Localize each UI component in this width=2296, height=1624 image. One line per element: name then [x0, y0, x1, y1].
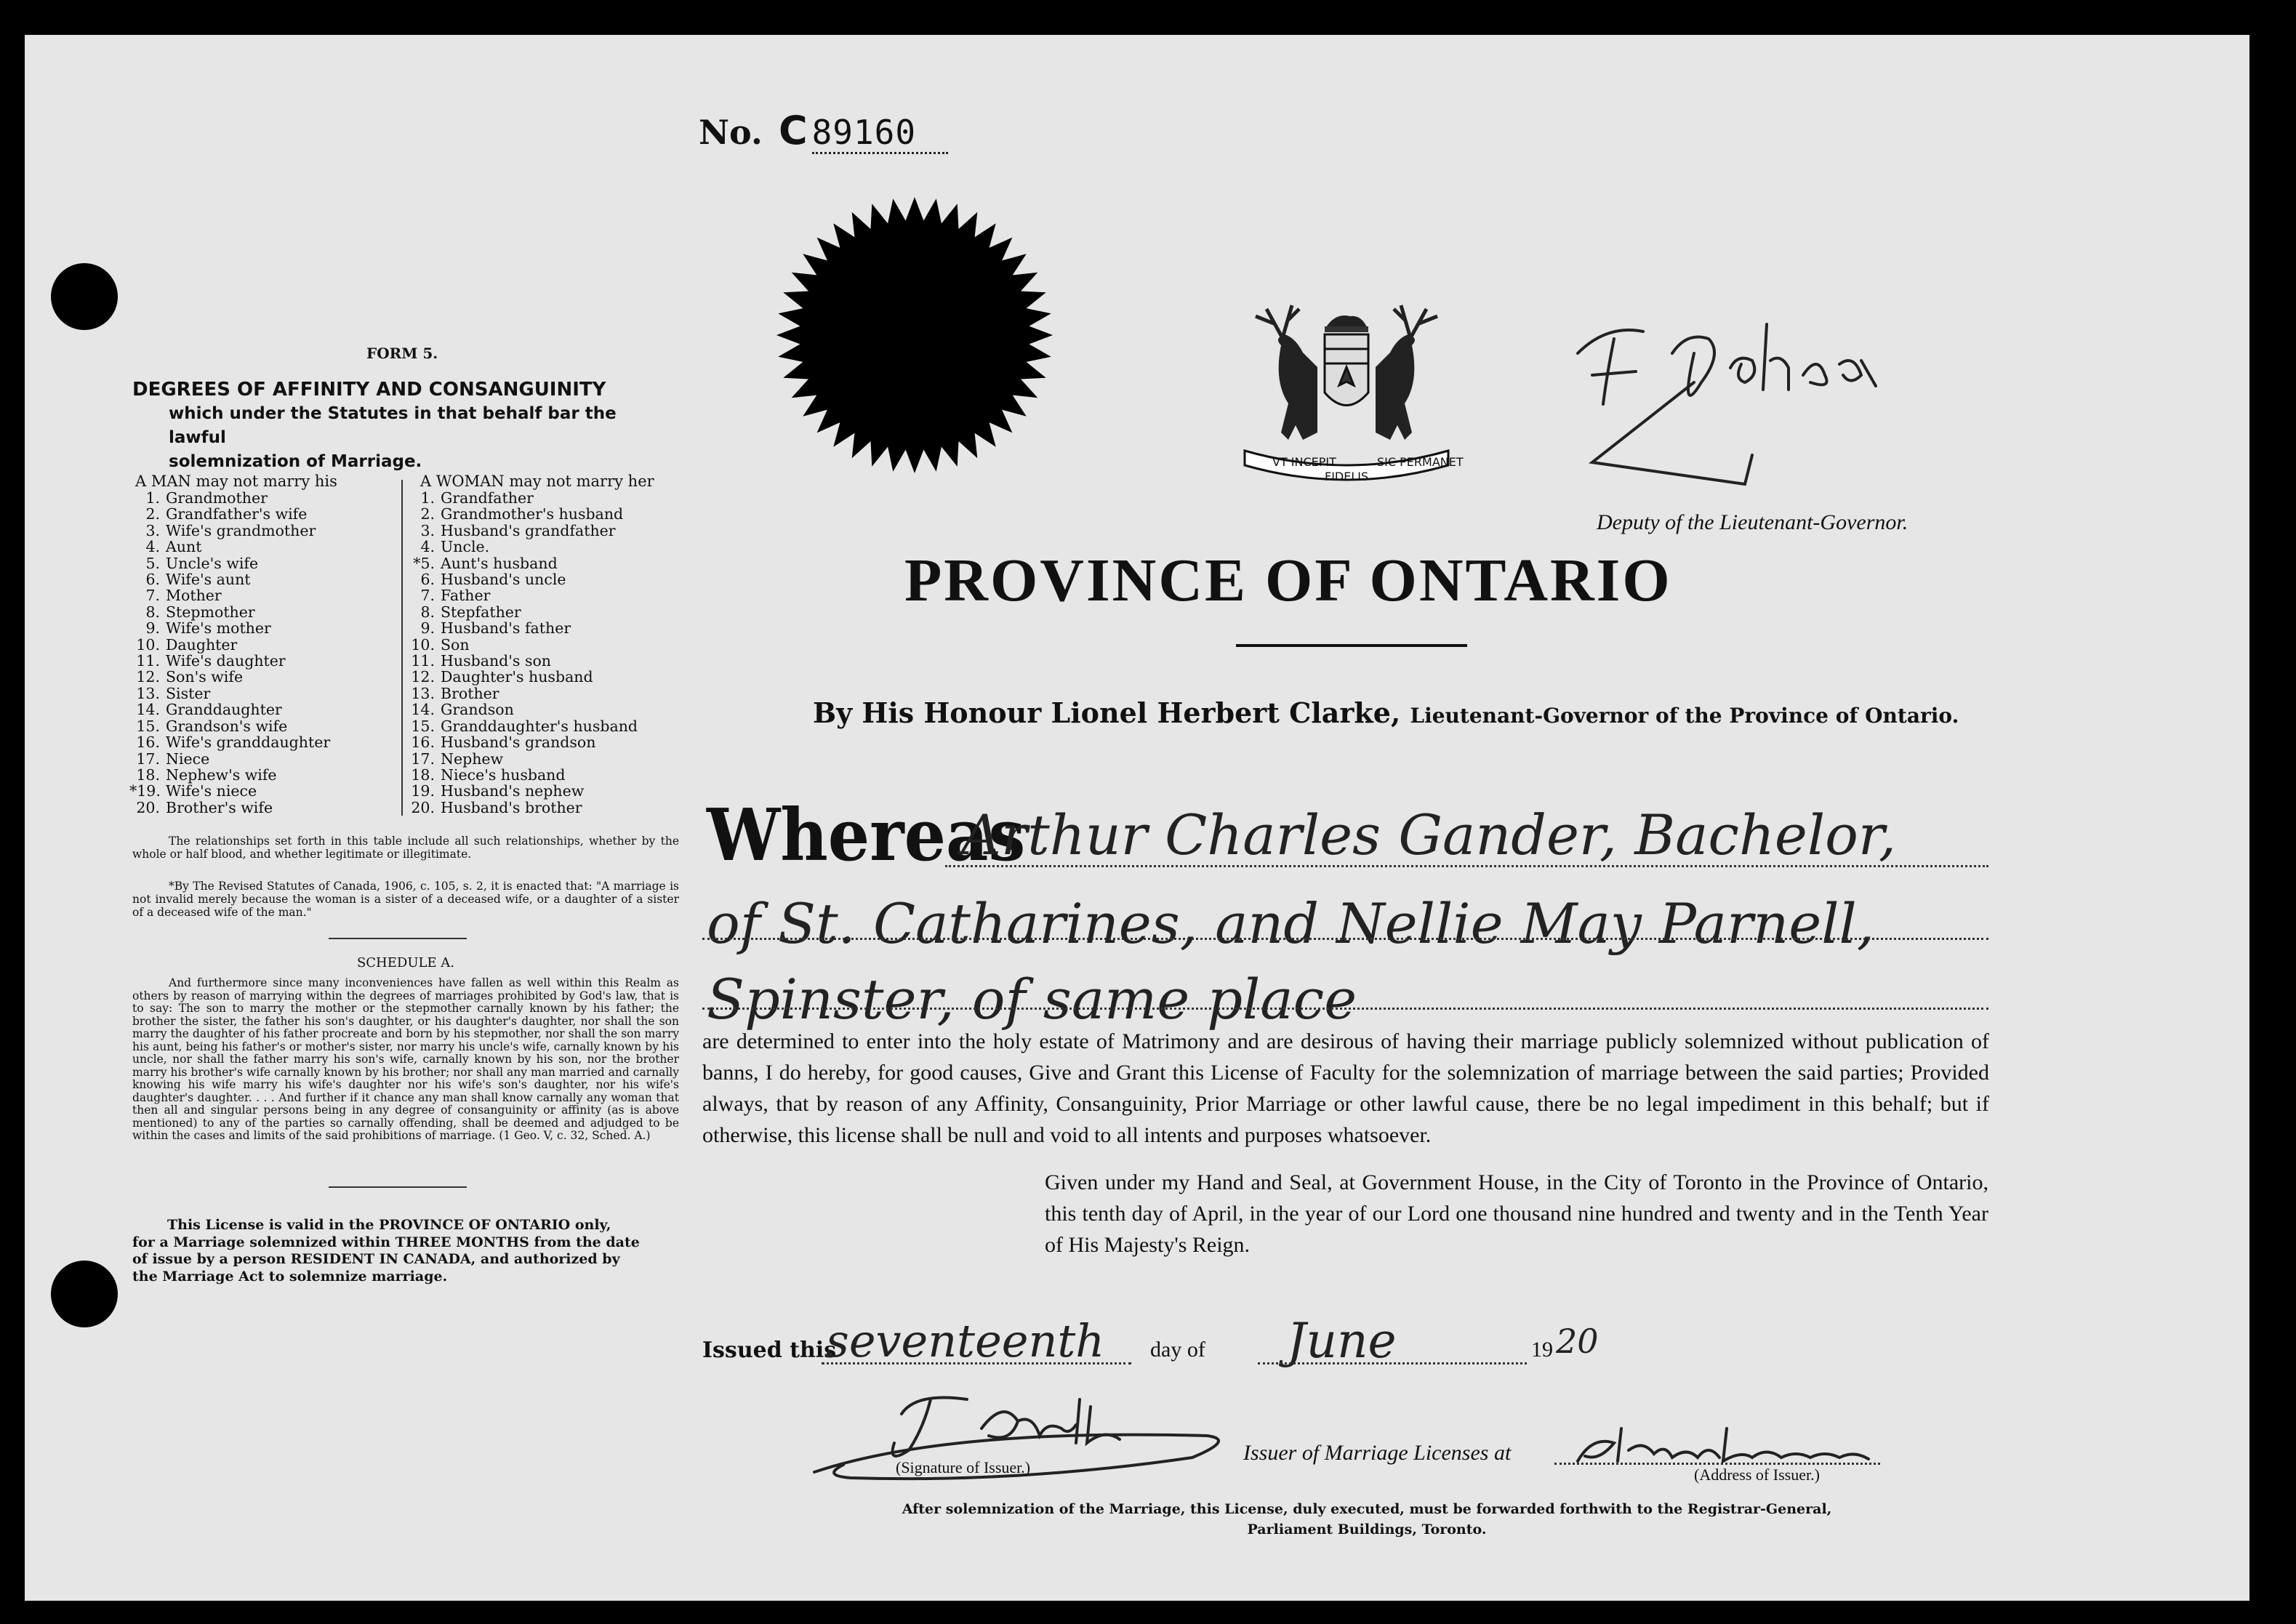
woman-item-number: 17.	[411, 749, 435, 768]
man-item-number: 8.	[145, 603, 160, 621]
woman-item-number: 1.	[420, 489, 435, 507]
woman-item-number: 3.	[420, 521, 435, 539]
man-item-number: *19.	[129, 782, 161, 800]
validity-line-3: of issue by a person RESIDENT IN CANADA, and authorized by	[132, 1251, 620, 1267]
man-item-text: Son's wife	[166, 668, 244, 686]
woman-item-number: 18.	[411, 765, 435, 784]
title-rule	[1236, 644, 1467, 647]
man-item	[129, 506, 398, 522]
issuer-signature	[800, 1385, 1236, 1494]
man-item-number: 13.	[136, 684, 160, 702]
woman-item-text: Son	[441, 635, 470, 654]
form-label: FORM 5.	[366, 345, 438, 362]
man-item	[129, 523, 398, 539]
man-item	[129, 751, 398, 767]
province-title: PROVINCE OF ONTARIO	[904, 547, 1672, 614]
whereas-dotline-3	[702, 1008, 1988, 1010]
license-number-label: No.	[699, 113, 763, 152]
man-list-header: A MAN may not marry his	[135, 473, 337, 490]
woman-item-text: Nephew	[441, 749, 504, 768]
woman-item-number: 15.	[411, 717, 435, 735]
handwritten-line-2: of St. Catharines, and Nellie May Parnell,	[707, 891, 1874, 956]
license-number	[699, 108, 948, 153]
woman-item	[404, 523, 681, 539]
man-item-text: Grandson's wife	[166, 717, 288, 735]
woman-item-number: 12.	[411, 668, 435, 686]
deputy-signature	[1563, 310, 1999, 535]
man-item-number: 12.	[136, 668, 160, 686]
woman-item	[404, 686, 681, 702]
woman-item-text: Husband's brother	[441, 798, 582, 816]
woman-item-number: 20.	[411, 798, 435, 816]
woman-item	[404, 751, 681, 767]
year-prefix: 19	[1531, 1338, 1553, 1362]
man-item-number: 9.	[145, 619, 160, 638]
man-item	[129, 653, 398, 669]
seal-icon	[773, 195, 1056, 475]
woman-item-text: Niece's husband	[441, 765, 566, 784]
footer-instructions	[749, 1499, 1985, 1540]
man-item-number: 20.	[136, 798, 160, 816]
man-item-number: 2.	[145, 505, 160, 523]
woman-item-number: 16.	[411, 733, 435, 752]
man-item	[129, 539, 398, 555]
woman-item-number: 6.	[420, 571, 435, 589]
woman-item	[404, 800, 681, 816]
woman-item	[404, 653, 681, 669]
license-number-prefix: C	[778, 108, 808, 153]
man-item	[129, 555, 398, 571]
statute-note: *By The Revised Statutes of Canada, 1906, c. 105, s. 2, it is enacted that: "A marriage is not invalid merely because the woman is a sister of a deceased wife, or a daughter of a sister of a deceased wife of the man."	[132, 880, 679, 919]
woman-item	[404, 555, 681, 571]
honour-line	[813, 696, 1959, 729]
man-item-number: 14.	[136, 701, 160, 719]
man-list	[129, 490, 398, 816]
woman-item	[404, 702, 681, 717]
woman-item	[404, 767, 681, 783]
man-item-text: Nephew's wife	[166, 765, 277, 784]
woman-list	[404, 490, 681, 816]
license-number-value: 89160	[812, 113, 948, 154]
motto-right: SIC PERMANET	[1377, 455, 1464, 469]
validity-line-4: the Marriage Act to solemnize marriage.	[132, 1268, 448, 1285]
man-item-number: 1.	[145, 489, 160, 507]
man-item-text: Wife's niece	[166, 782, 257, 800]
validity-line-1: This License is valid in the PROVINCE OF ONTARIO only,	[167, 1217, 611, 1233]
woman-item-number: 13.	[411, 684, 435, 702]
left-rule-1	[329, 938, 467, 939]
woman-item-text: Husband's father	[441, 619, 571, 638]
issued-label: Issued this	[702, 1338, 837, 1363]
woman-item-text: Stepfather	[441, 603, 521, 621]
woman-item-text: Husband's nephew	[441, 782, 585, 800]
woman-item-text: Husband's son	[441, 652, 552, 670]
validity-notice	[132, 1217, 679, 1285]
woman-item-text: Grandson	[441, 701, 514, 719]
man-item-text: Wife's daughter	[166, 652, 286, 670]
woman-item-text: Grandfather	[441, 489, 534, 507]
man-item-text: Wife's mother	[166, 619, 271, 638]
man-item	[129, 783, 398, 799]
footer-line-2: Parliament Buildings, Toronto.	[1247, 1522, 1487, 1537]
woman-item	[404, 620, 681, 636]
issued-day-dotline	[822, 1362, 1131, 1364]
whereas-dotline-2	[702, 938, 1988, 940]
man-item-text: Grandfather's wife	[166, 505, 308, 523]
man-item	[129, 669, 398, 685]
address-dotline	[1554, 1463, 1880, 1465]
man-item-number: 15.	[136, 717, 160, 735]
man-item-text: Wife's granddaughter	[166, 733, 331, 752]
man-item-number: 3.	[145, 521, 160, 539]
man-item	[129, 587, 398, 603]
degrees-heading-line-3: solemnization of Marriage.	[169, 452, 422, 471]
issuer-label: Issuer of Marriage Licenses at	[1243, 1441, 1512, 1465]
schedule-title: SCHEDULE A.	[356, 955, 455, 970]
woman-item-number: *5.	[413, 554, 435, 572]
woman-item-number: 10.	[411, 635, 435, 654]
man-item-text: Wife's grandmother	[166, 521, 316, 539]
man-item-number: 10.	[136, 635, 160, 654]
list-divider	[401, 480, 403, 816]
issued-month: June	[1287, 1313, 1397, 1369]
man-item-text: Brother's wife	[166, 798, 273, 816]
degrees-heading	[132, 378, 679, 474]
man-item	[129, 686, 398, 702]
man-item	[129, 571, 398, 587]
motto-left: VT INCEPIT	[1272, 455, 1336, 469]
degrees-heading-line-1: DEGREES OF AFFINITY AND CONSANGUINITY	[132, 379, 606, 401]
motto-center: FIDELIS	[1325, 470, 1369, 483]
man-item-text: Aunt	[166, 538, 202, 556]
woman-item-text: Husband's uncle	[441, 571, 566, 589]
woman-item-text: Husband's grandfather	[441, 521, 616, 539]
footer-line-1: After solemnization of the Marriage, this License, duly executed, must be forwarded forthwith to the Registrar-General,	[902, 1501, 1832, 1517]
coat-of-arms-icon	[1216, 294, 1477, 491]
woman-list-header: A WOMAN may not marry her	[420, 473, 654, 490]
woman-item	[404, 637, 681, 653]
degrees-heading-line-2: which under the Statutes in that behalf bar the lawful	[169, 404, 617, 447]
woman-item	[404, 539, 681, 555]
woman-item-text: Uncle.	[441, 538, 490, 556]
woman-item	[404, 604, 681, 620]
woman-item-text: Granddaughter's husband	[441, 717, 638, 735]
man-item-number: 4.	[145, 538, 160, 556]
man-item	[129, 604, 398, 620]
whereas-label: Whereas	[707, 794, 1026, 877]
man-item	[129, 734, 398, 750]
whereas-dotline-1	[945, 865, 1988, 867]
punch-hole-bottom	[51, 1261, 118, 1327]
man-item-text: Stepmother	[166, 603, 255, 621]
woman-item	[404, 734, 681, 750]
woman-item	[404, 783, 681, 799]
man-item	[129, 702, 398, 717]
issued-line	[702, 1338, 836, 1363]
man-item	[129, 637, 398, 653]
issued-day: seventeenth	[826, 1314, 1105, 1367]
woman-item-number: 2.	[420, 505, 435, 523]
man-item-text: Uncle's wife	[166, 554, 259, 572]
woman-item-number: 19.	[411, 782, 435, 800]
honour-name: By His Honour Lionel Herbert Clarke,	[813, 696, 1401, 729]
woman-item-number: 4.	[420, 538, 435, 556]
woman-item-number: 9.	[420, 619, 435, 638]
man-item-number: 18.	[136, 765, 160, 784]
deputy-title: Deputy of the Lieutenant-Governor.	[1597, 510, 1908, 534]
man-item-text: Niece	[166, 749, 210, 768]
woman-item-text: Grandmother's husband	[441, 505, 624, 523]
man-item-number: 7.	[145, 587, 160, 605]
relationships-note: The relationships set forth in this table include all such relationships, whether by the whole or half blood, and whether legitimate or illegitimate.	[132, 835, 679, 861]
woman-item-text: Husband's grandson	[441, 733, 596, 752]
man-item-number: 17.	[136, 749, 160, 768]
man-item-number: 5.	[145, 554, 160, 572]
man-item	[129, 620, 398, 636]
woman-item	[404, 669, 681, 685]
handwritten-line-3: Spinster, of same place	[707, 967, 1357, 1032]
issued-year-suffix: 20	[1556, 1322, 1599, 1361]
issued-month-dotline	[1258, 1362, 1527, 1364]
man-item-text: Wife's aunt	[166, 571, 251, 589]
man-item-text: Grandmother	[166, 489, 268, 507]
woman-item	[404, 718, 681, 734]
man-item-text: Granddaughter	[166, 701, 282, 719]
woman-item	[404, 587, 681, 603]
man-item	[129, 767, 398, 783]
license-body-paragraph: are determined to enter into the holy estate of Matrimony and are desirous of having their marriage publicly solemnized without publication of banns, I do hereby, for good causes, Give and Grant this License of Faculty for the solemnization of marriage between the said parties; Provided always, that by reason of any Affinity, Consanguinity, Prior Marriage or other lawful cause, there be no legal impediment in this behalf; but if otherwise, this license shall be null and void to all intents and purposes whatsoever.	[702, 1029, 1989, 1147]
man-item	[129, 718, 398, 734]
handwritten-line-1: Arthur Charles Gander, Bachelor,	[961, 803, 1897, 867]
woman-item	[404, 571, 681, 587]
punch-hole-top	[51, 263, 118, 330]
address-caption: (Address of Issuer.)	[1694, 1466, 1820, 1484]
schedule-text: And furthermore since many inconveniences have fallen as well within this Realm as others by reason of marrying within the degrees of marriages prohibited by God's law, that is to say: The son to marry the mother or the stepmother carnally known by his father; the brother the sister, the father his son's daughter, or his daughter's daughter, nor shall the son marry the daughter of his father procreate and born by his stepmother, nor shall the son marry his aunt, being his father's or mother's sister, nor marry his uncle's wife, carnally known by his uncle, nor shall the father marry his son's wife, carnally known by his son, nor the brother marry his brother's wife carnally known by his brother; nor shall any man married and carnally knowing his wife marry his wife's daughter nor his wife's son's daughter, nor his wife's daughter's daughter. . . . And further if it chance any man shall know carnally any woman that then all and singular persons being in any degree of consanguinity or affinity (as is above mentioned) to any of the parties so carnally offending, shall be deemed and adjudged to be within the cases and limits of the said prohibitions of marriage. (1 Geo. V, c. 32, Sched. A.)	[132, 976, 679, 1142]
woman-item	[404, 506, 681, 522]
given-paragraph: Given under my Hand and Seal, at Government House, in the City of Toronto in the Province of Ontario, this tenth day of April, in the year of our Lord one thousand nine hundred and twenty and in the Tenth Year of His Majesty's Reign.	[1045, 1170, 1988, 1257]
woman-item-text: Aunt's husband	[441, 554, 558, 572]
man-item-text: Mother	[166, 587, 222, 605]
woman-item-text: Father	[441, 587, 491, 605]
woman-item-number: 11.	[411, 652, 435, 670]
woman-item-number: 14.	[411, 701, 435, 719]
man-item	[129, 490, 398, 506]
validity-line-2: for a Marriage solemnized within THREE MONTHS from the date	[132, 1234, 640, 1250]
man-item-text: Sister	[166, 684, 211, 702]
signature-caption: (Signature of Issuer.)	[896, 1458, 1031, 1476]
man-item-number: 16.	[136, 733, 160, 752]
woman-item-text: Daughter's husband	[441, 668, 593, 686]
man-item	[129, 800, 398, 816]
woman-item	[404, 490, 681, 506]
honour-sub: Lieutenant-Governor of the Province of Ontario.	[1410, 704, 1959, 728]
man-item-number: 11.	[136, 652, 160, 670]
woman-item-number: 8.	[420, 603, 435, 621]
man-item-text: Daughter	[166, 635, 238, 654]
man-item-number: 6.	[145, 571, 160, 589]
left-rule-2	[329, 1186, 467, 1188]
day-of-label: day of	[1150, 1338, 1205, 1362]
woman-item-number: 7.	[420, 587, 435, 605]
woman-item-text: Brother	[441, 684, 499, 702]
